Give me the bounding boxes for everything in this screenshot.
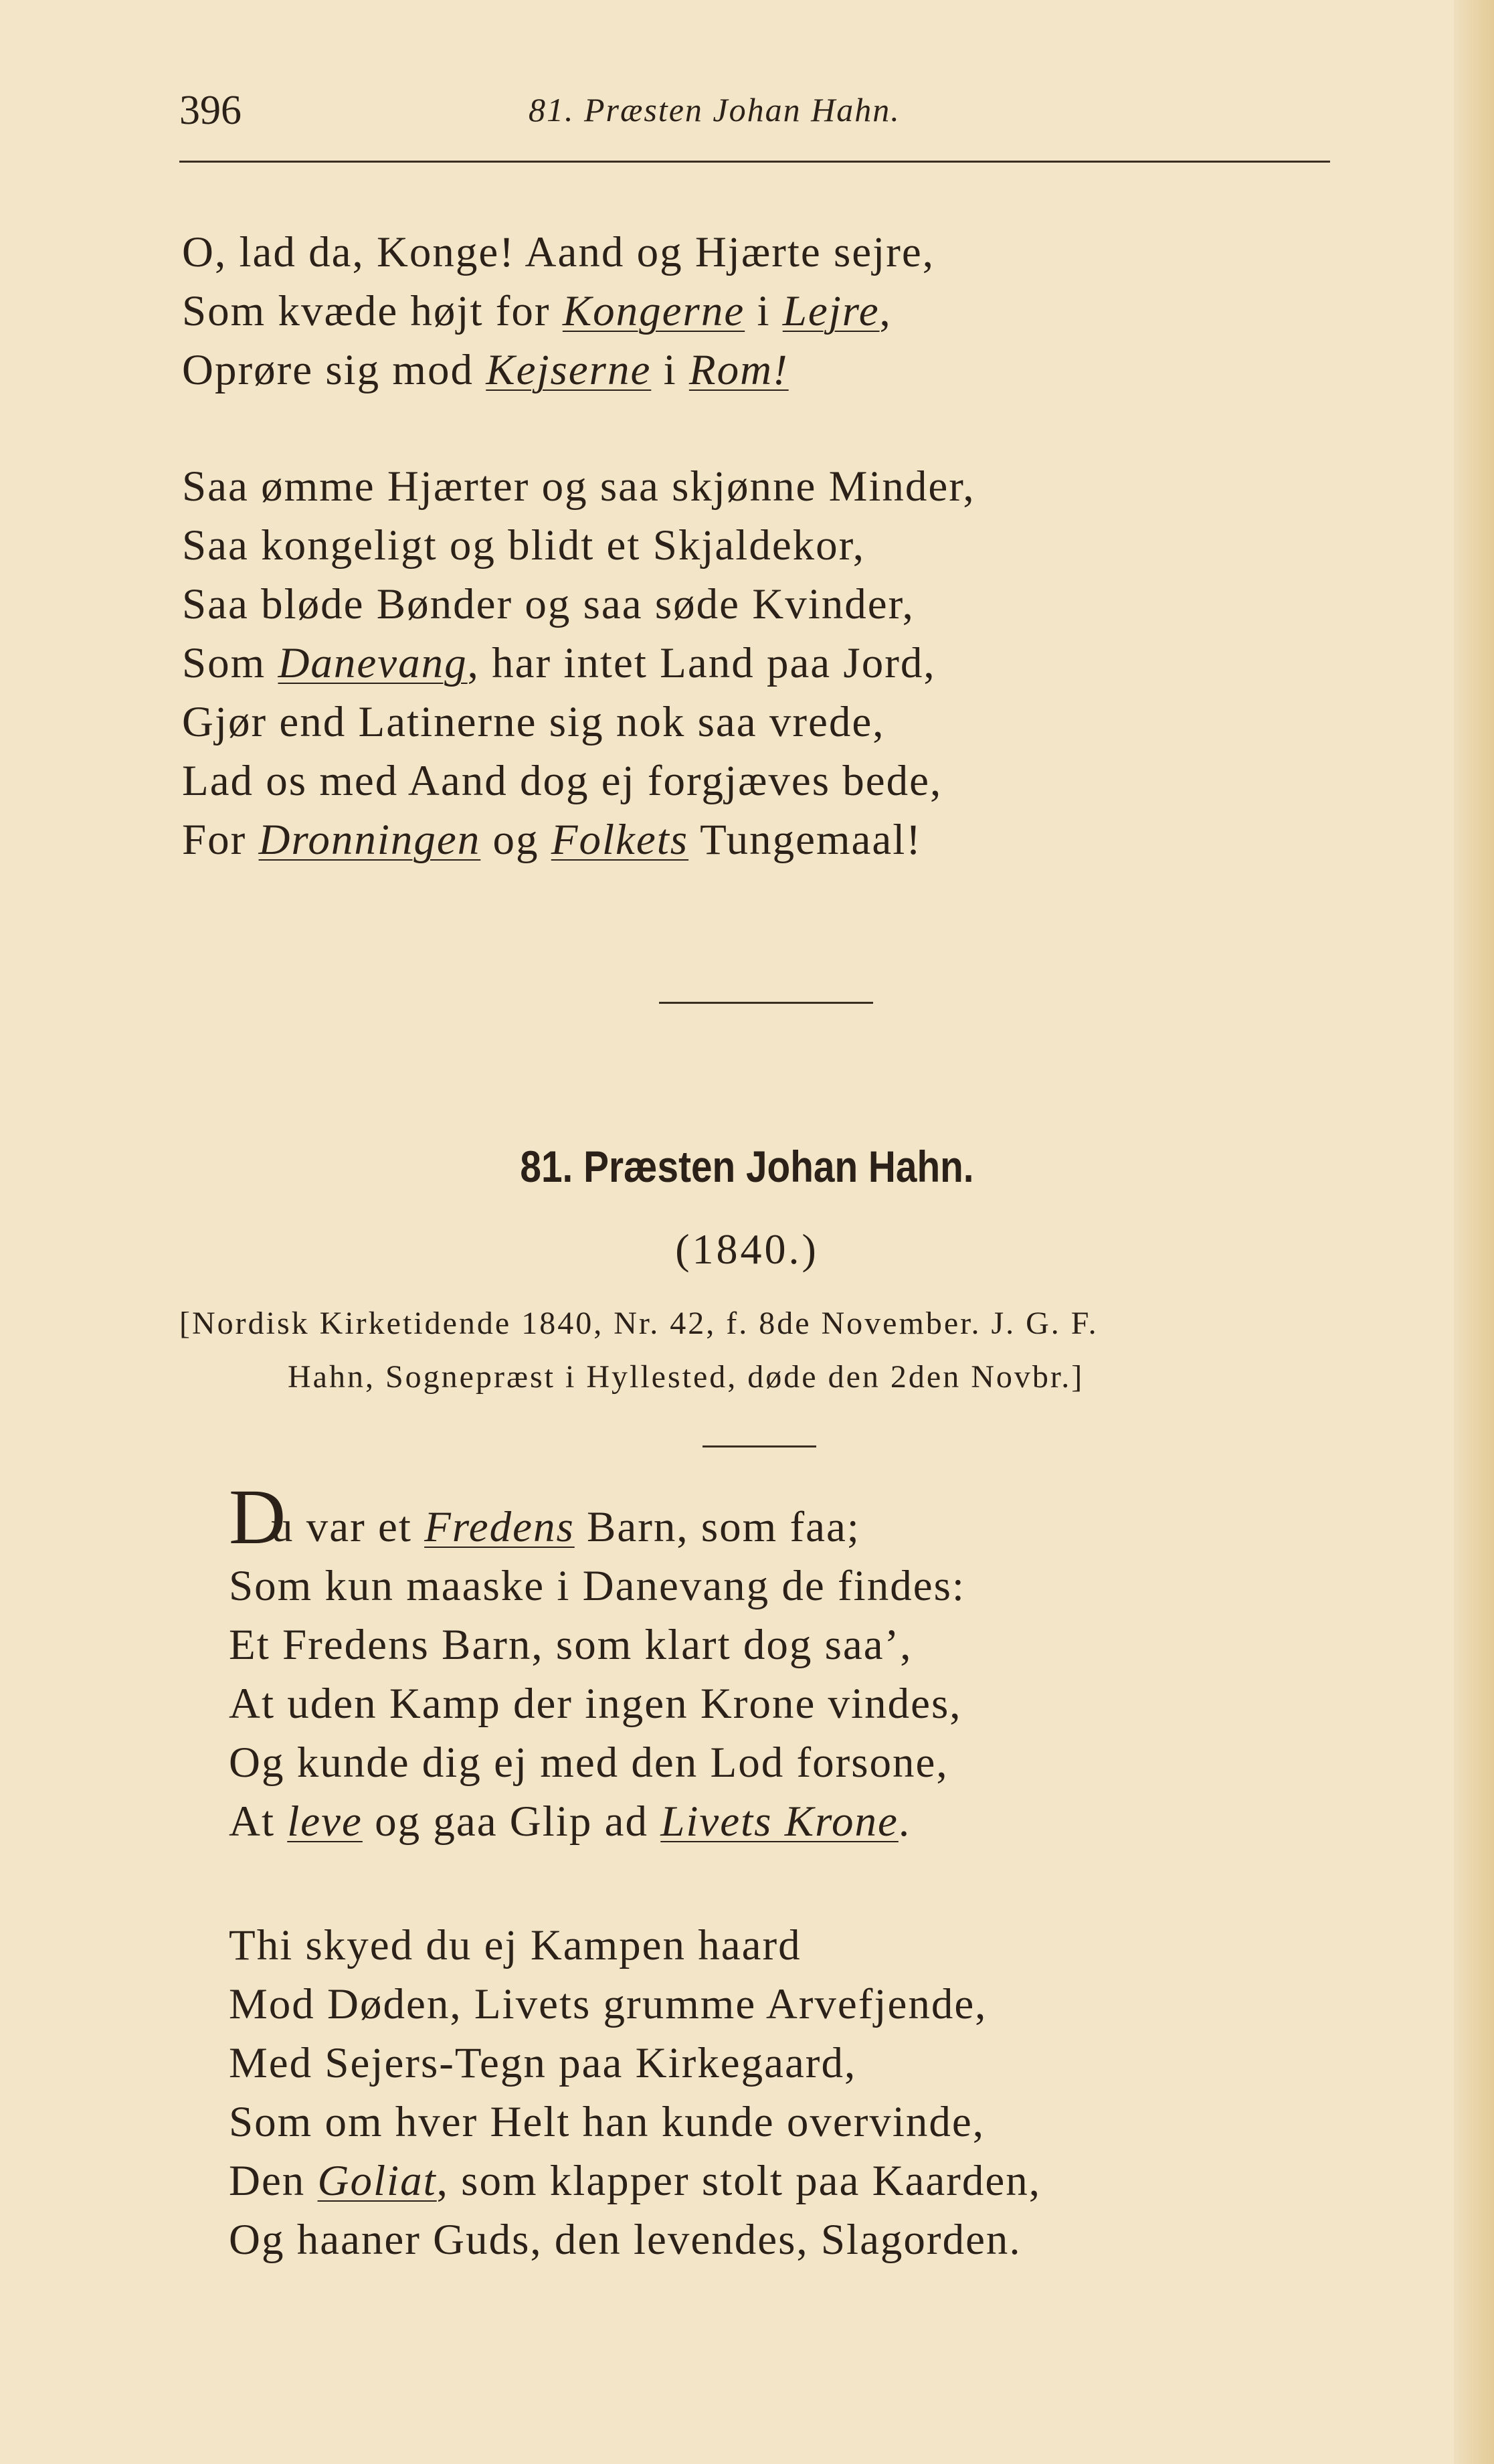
poem-year: (1840.) bbox=[675, 1225, 819, 1273]
verse-line: u var et Fredens Barn, som faa; bbox=[271, 1503, 860, 1551]
section-divider bbox=[659, 1002, 873, 1004]
verse-line: Oprøre sig mod Kejserne i Rom! bbox=[182, 346, 789, 394]
verse-line: Gjør end Latinerne sig nok saa vrede, bbox=[182, 698, 885, 746]
note-divider bbox=[703, 1445, 816, 1447]
verse-line: Saa bløde Bønder og saa søde Kvinder, bbox=[182, 580, 915, 628]
drop-cap: D bbox=[229, 1473, 286, 1561]
verse-line: Den Goliat, som klapper stolt paa Kaarden, bbox=[229, 2157, 1041, 2205]
source-note-line-2: Hahn, Sognepræst i Hyllested, døde den 2den Novbr.] bbox=[288, 1359, 1085, 1395]
source-note-line-1: [Nordisk Kirketidende 1840, Nr. 42, f. 8de November. J. G. F. bbox=[179, 1306, 1099, 1341]
verse-line: Et Fredens Barn, som klart dog saa’, bbox=[229, 1621, 913, 1669]
page-number: 396 bbox=[179, 88, 242, 133]
running-title: 81. Præsten Johan Hahn. bbox=[529, 91, 901, 128]
verse-line: Som om hver Helt han kunde overvinde, bbox=[229, 2098, 986, 2146]
verse-line: At uden Kamp der ingen Krone vindes, bbox=[229, 1680, 962, 1728]
verse-line: At leve og gaa Glip ad Livets Krone. bbox=[229, 1797, 911, 1846]
verse-line: Med Sejers-Tegn paa Kirkegaard, bbox=[229, 2039, 857, 2087]
verse-line: Saa kongeligt og blidt et Skjaldekor, bbox=[182, 521, 865, 569]
verse-line: For Dronningen og Folkets Tungemaal! bbox=[182, 816, 922, 864]
verse-line: O, lad da, Konge! Aand og Hjærte sejre, bbox=[182, 228, 935, 276]
verse-line: Thi skyed du ej Kampen haard bbox=[229, 1921, 802, 1969]
verse-line: Som kvæde højt for Kongerne i Lejre, bbox=[182, 287, 892, 335]
verse-line: Som kun maaske i Danevang de findes: bbox=[229, 1562, 965, 1610]
verse-line: Saa ømme Hjærter og saa skjønne Minder, bbox=[182, 462, 975, 511]
verse-line: Og kunde dig ej med den Lod forsone, bbox=[229, 1739, 949, 1787]
verse-line: Lad os med Aand dog ej forgjæves bede, bbox=[182, 757, 943, 805]
poem-title: 81. Præsten Johan Hahn. bbox=[520, 1142, 974, 1191]
verse-line: Som Danevang, har intet Land paa Jord, bbox=[182, 639, 936, 687]
verse-line: Mod Døden, Livets grumme Arvefjende, bbox=[229, 1980, 988, 2028]
header-rule bbox=[179, 161, 1330, 163]
verse-line: Og haaner Guds, den levendes, Slagorden. bbox=[229, 2216, 1022, 2264]
